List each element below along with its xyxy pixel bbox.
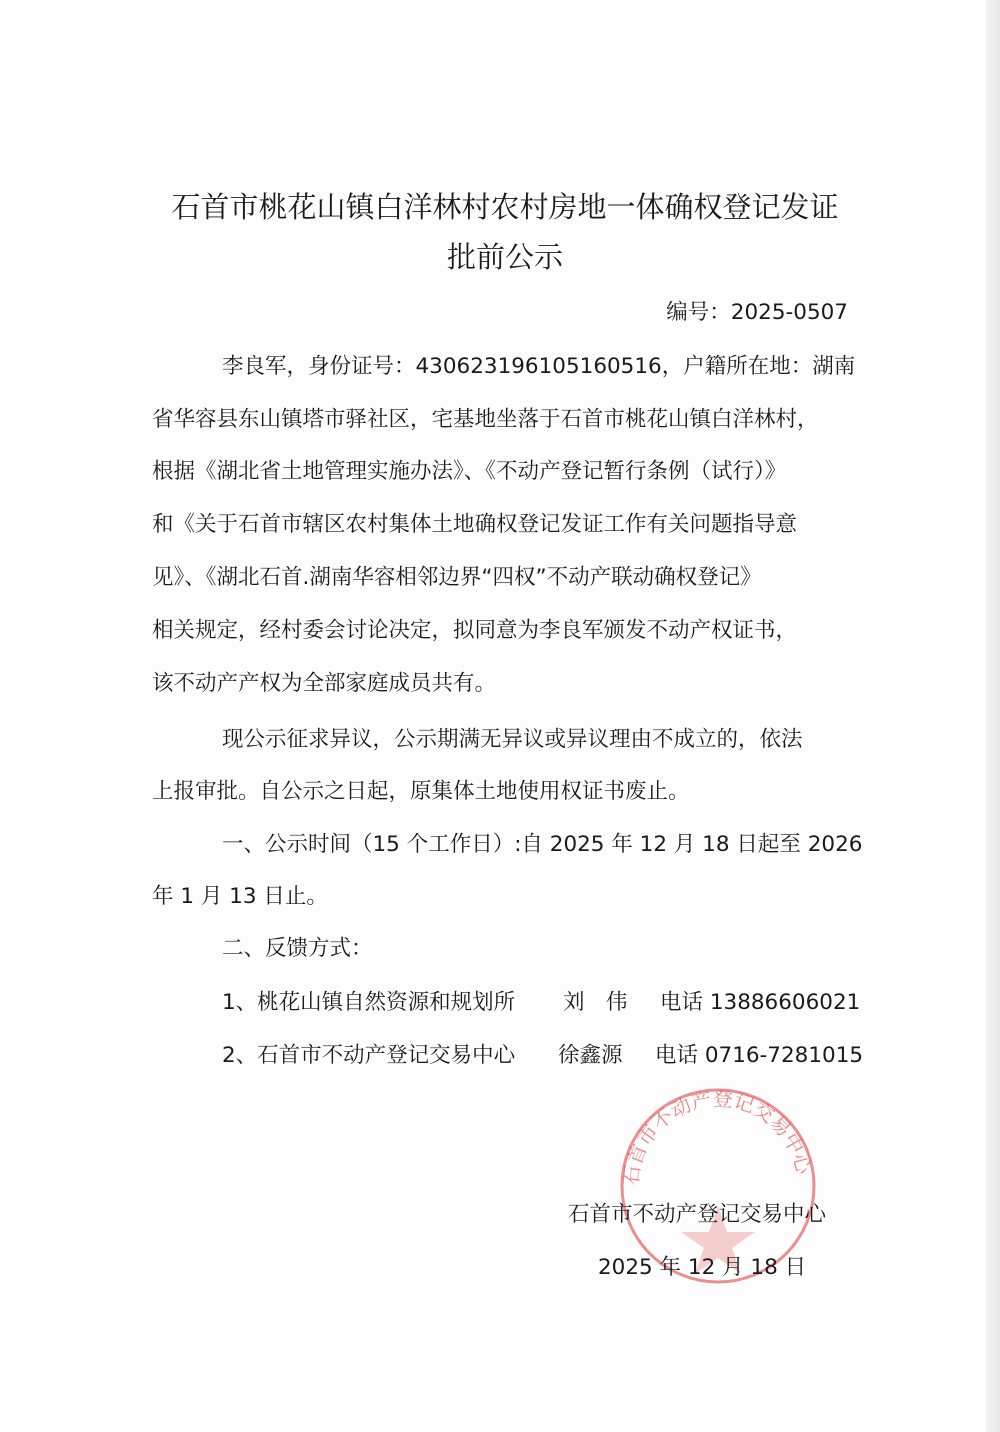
contact-1-person: 刘 伟 (563, 990, 628, 1015)
contact-2-org: 2、石首市不动产登记交易中心 (222, 1043, 516, 1068)
svg-text:石首市不动产登记交易中心 (619, 1087, 817, 1187)
stamp-text: 石首市不动产登记交易中心 (618, 1086, 817, 1187)
document-number: 编号：2025-0507 (666, 300, 848, 325)
paragraph1-line: 见》、《湖北石首.湖南华容相邻边界“四权”不动产联动确权登记》 (152, 565, 762, 590)
document-title-line2: 批前公示 (446, 240, 563, 274)
paragraph2-line: 现公示征求异议，公示期满无异议或异议理由不成立的，依法 (222, 727, 803, 752)
signature-organization: 石首市不动产登记交易中心 (568, 1202, 827, 1227)
contact-1-org: 1、桃花山镇自然资源和规划所 (222, 990, 516, 1015)
paragraph1-line: 和《关于石首市辖区农村集体土地确权登记发证工作有关问题指导意 (152, 512, 798, 537)
paragraph1-line: 李良军，身份证号：430623196105160516，户籍所在地：湖南 (222, 354, 856, 379)
contact-1-phone: 电话 13886606021 (660, 990, 861, 1015)
paragraph1-line: 该不动产产权为全部家庭成员共有。 (152, 671, 497, 696)
paragraph1-line: 根据《湖北省土地管理实施办法》、《不动产登记暂行条例（试行）》 (152, 459, 787, 484)
document-title-line1: 石首市桃花山镇白洋林村农村房地一体确权登记发证 (171, 190, 839, 224)
paragraph1-line: 相关规定，经村委会讨论决定，拟同意为李良军颁发不动产权证书， (152, 618, 798, 643)
paragraph3-line: 年 1 月 13 日止。 (152, 884, 328, 909)
paragraph3-line: 一、公示时间（15 个工作日）:自 2025 年 12 月 18 日起至 2026 (222, 832, 863, 857)
paragraph2-line: 上报审批。自公示之日起，原集体土地使用权证书废止。 (152, 779, 690, 804)
paragraph1-line: 省华容县东山镇塔市驿社区，宅基地坐落于石首市桃花山镇白洋林村， (152, 407, 819, 432)
signature-date: 2025 年 12 月 18 日 (598, 1255, 807, 1280)
feedback-heading: 二、反馈方式： (222, 936, 373, 961)
contact-2-phone: 电话 0716-7281015 (655, 1043, 864, 1068)
contact-2-person: 徐鑫源 (558, 1043, 623, 1068)
